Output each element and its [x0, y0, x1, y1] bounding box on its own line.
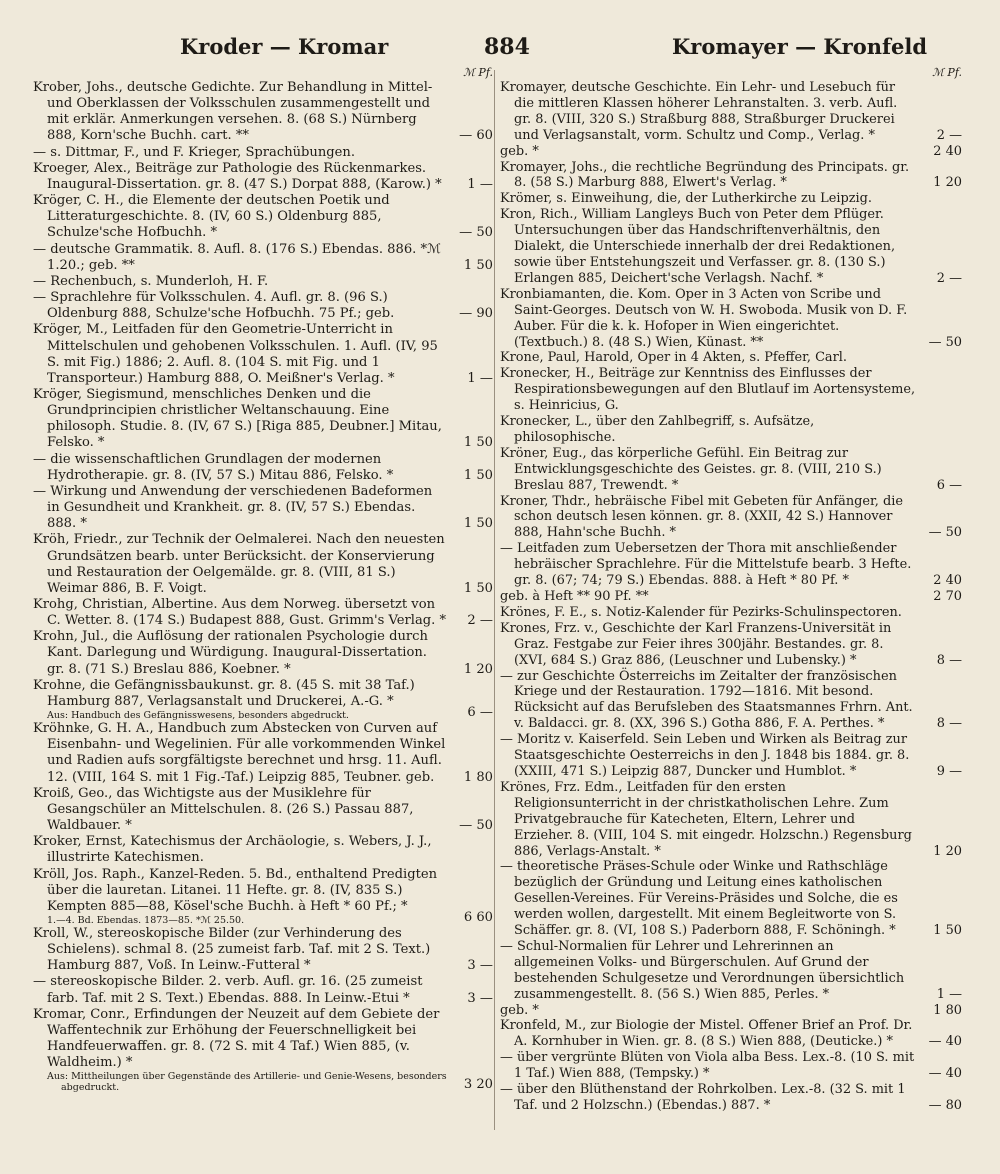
catalog-entry — [500, 366, 962, 414]
entry-text: — zur Geschichte Österreichs im Zeitalter der französischen Kriege und der Restauration. 1792—1816. Mit besond. Rücksicht auf das Berufsleben des Staatsmannes Frhrn. Ant. v. Baldacci. gr. 8. (XX, 396 S.) Gotha 886, F. A. Perthes. * — [500, 668, 913, 732]
entry-price: 2 40 — [933, 143, 962, 159]
entry-note: Aus: Handbuch des Gefängnisswesens, besonders abgedruckt. — [47, 710, 349, 722]
catalog-entry — [500, 1082, 962, 1114]
catalog-entry — [500, 541, 962, 589]
catalog-entry — [33, 193, 493, 241]
catalog-entry — [500, 621, 962, 669]
entry-price: 3 20 — [463, 1077, 493, 1093]
entry-text: Kröger, M., Leitfaden für den Geometrie-Unterricht in Mittelschulen und gehobenen Volksschulen. 1. Aufl. (IV, 95 S. mit Fig.) 1886; 2. Aufl. 8. (104 S. mit Fig. und 1 Transporteur.) Hamburg 888, O. Meißner's Verlag. * — [33, 322, 438, 386]
catalog-entry — [33, 786, 493, 834]
entry-text: Krohg, Christian, Albertine. Aus dem Norweg. übersetzt von C. Wetter. 8. (174 S.) Budapest 888, Gust. Grimm's Verlag. * — [33, 597, 447, 629]
catalog-entry — [500, 287, 962, 351]
entry-text: Kromayer, deutsche Geschichte. Ein Lehr- und Lesebuch für die mittleren Klassen höherer Lehranstalten. 3. verb. Aufl. gr. 8. (VIII, 320 S.) Straßburg 888, Straßburger Druckerei und Verlagsanstalt, vorm. Schultz und Comp., Verlag. * — [500, 80, 898, 143]
entry-price: — 50 — [928, 334, 962, 350]
catalog-entry — [500, 207, 962, 287]
entry-text: — Leitfaden zum Uebersetzen der Thora mit anschließender hebräischer Sprachlehre. Für die Mittelstufe bearb. 3 Hefte. gr. 8. (67; 74; 79 S.) Ebendas. 888. à Heft * 80 Pf. * — [500, 541, 912, 589]
entry-price: — 50 — [459, 818, 493, 834]
entry-price: 8 — — [936, 716, 962, 732]
entry-note: Aus: Mittheilungen über Gegenstände des Artillerie- und Genie-Wesens, besonders abgedruckt. — [47, 1071, 447, 1094]
entry-price: 1 50 — [933, 923, 962, 939]
entry-text: Kronfeld, M., zur Biologie der Mistel. Offener Brief an Prof. Dr. A. Kornhuber in Wien. gr. 8. (8 S.) Wien 888, (Deuticke.) * — [500, 1018, 913, 1050]
catalog-entry — [33, 274, 493, 290]
entry-price: 2 70 — [933, 589, 962, 604]
catalog-entry — [500, 80, 962, 144]
entry-text: Kröh, Friedr., zur Technik der Oelmalerei. Nach den neuesten Grundsätzen bearb. unter Berücksicht. der Konservierung und Restauration der Oelgemälde. gr. 8. (VIII, 81 S.) Weimar 886, B. F. Voigt. — [33, 532, 445, 596]
entry-text: Kromar, Conr., Erfindungen der Neuzeit auf dem Gebiete der Waffentechnik zur Erhöhung der Feuerschnelligkeit bei Handfeuerwaffen. gr. 8. (72 S. mit 4 Taf.) Wien 885, (v. Waldheim.) * — [33, 1006, 440, 1071]
catalog-entry — [33, 721, 493, 786]
catalog-entry — [33, 242, 493, 274]
entry-text: Krone, Paul, Harold, Oper in 4 Akten, s. Pfeffer, Carl. — [500, 350, 847, 366]
entry-price: — 60 — [459, 128, 493, 144]
entry-text: Kroner, Thdr., hebräische Fibel mit Gebeten für Anfänger, die schon deutsch lesen können. gr. 8. (XXII, 42 S.) Hannover 888, Hahn'sche Buchh. * — [500, 493, 903, 541]
entry-price: 1 50 — [463, 516, 493, 532]
catalog-entry — [33, 145, 493, 161]
entry-price: 1 20 — [933, 175, 962, 191]
catalog-entry — [500, 494, 962, 542]
catalog-entry — [500, 732, 962, 780]
entry-price: — 40 — [928, 1066, 962, 1082]
price-column-header: ℳ Pf. — [932, 66, 962, 79]
entry-text: geb. * — [500, 143, 539, 159]
catalog-entry — [33, 532, 493, 597]
catalog-entry — [33, 161, 493, 193]
catalog-entry — [33, 452, 493, 484]
entry-price: 1 50 — [463, 257, 493, 273]
catalog-entry — [33, 926, 493, 974]
entry-price: — 80 — [928, 1098, 962, 1113]
entry-price: 1 20 — [933, 843, 962, 859]
entry-note: 1.—4. Bd. Ebendas. 1873—85. *ℳ 25.50. — [47, 914, 245, 926]
catalog-entry — [33, 387, 493, 452]
entry-text: Kröll, Jos. Raph., Kanzel-Reden. 5. Bd., enthaltend Predigten über die lauretan. Litanei. 11 Hefte. gr. 8. (IV, 835 S.) Kempten 885—88, Kösel'sche Buchh. à Heft * 60 Pf.; * — [33, 866, 438, 914]
column-divider — [494, 70, 495, 1130]
catalog-entry — [500, 1003, 962, 1019]
left-column — [33, 66, 493, 1093]
entry-text: Kroiß, Geo., das Wichtigste aus der Musiklehre für Gesangschüler an Mittelschulen. 8. (26 S.) Passau 887, Waldbauer. * — [33, 785, 414, 834]
right-running-title: Kromayer — Kronfeld — [672, 34, 928, 59]
entry-text: Kroeger, Alex., Beiträge zur Pathologie des Rückenmarkes. Inaugural-Dissertation. gr. 8. (47 S.) Dorpat 888, (Karow.) * — [33, 160, 442, 192]
entry-price: 2 — — [467, 613, 493, 629]
entry-text: — Rechenbuch, s. Munderloh, H. F. — [33, 273, 269, 289]
entry-price: — 40 — [928, 1034, 962, 1050]
entry-text: Kronecker, L., über den Zahlbegriff, s. Aufsätze, philosophische. — [500, 414, 815, 445]
entry-text: — deutsche Grammatik. 8. Aufl. 8. (176 S.) Ebendas. 886. *ℳ 1.20.; geb. ** — [33, 241, 442, 273]
entry-text: — über den Blüthenstand der Rohrkolben. Lex.-8. (32 S. mit 1 Taf. und 2 Holzschn.) (Ebendas.) 887. * — [500, 1082, 906, 1113]
entry-price: — 50 — [459, 225, 493, 241]
entry-text: — s. Dittmar, F., und F. Krieger, Sprachübungen. — [33, 144, 356, 160]
catalog-entry — [500, 191, 962, 207]
entry-price: 1 50 — [463, 467, 493, 483]
entry-text: Kroll, W., stereoskopische Bilder (zur Verhinderung des Schielens). schmal 8. (25 zumeist farb. Taf. mit 2 S. Text.) Hamburg 887, Voß. In Leinw.-Futteral * — [33, 925, 431, 974]
entry-price: 1 80 — [933, 1002, 962, 1018]
entry-text: Krohn, Jul., die Auflösung der rationalen Psychologie durch Kant. Darlegung und Würdigung. Inaugural-Dissertation. gr. 8. (71 S.) Breslau 886, Koebner. * — [33, 629, 428, 677]
entry-text: Kröger, C. H., die Elemente der deutschen Poetik und Litteraturgeschichte. 8. (IV, 60 S.) Oldenburg 885, Schulze'sche Hofbuchh. * — [33, 193, 390, 241]
entry-text: Kroker, Ernst, Katechismus der Archäologie, s. Webers, J. J., illustrirte Katechismen. — [33, 834, 432, 866]
entry-text: — stereoskopische Bilder. 2. verb. Aufl. gr. 16. (25 zumeist farb. Taf. mit 2 S. Text.) Ebendas. 888. In Leinw.-Etui * — [33, 974, 423, 1006]
entry-text: Krönes, Frz. Edm., Leitfaden für den ersten Religionsunterricht in der christkatholischen Lehre. Zum Privatgebrauche für Katecheten, Eltern, Lehrer und Erzieher. 8. (VIII, 104 S. mit eingedr. Holzschn.) Regensburg 886, Verlags-Anstalt. * — [500, 779, 912, 859]
entry-price: 2 — — [936, 270, 962, 286]
catalog-entry — [500, 780, 962, 860]
catalog-entry — [500, 605, 962, 621]
entry-text: — Moritz v. Kaiserfeld. Sein Leben und Wirken als Beitrag zur Staatsgeschichte Oesterreichs in den J. 1848 bis 1884. gr. 8. (XXIII, 471 S.) Leipzig 887, Duncker und Humblot. * — [500, 732, 910, 779]
catalog-entry — [33, 974, 493, 1006]
entry-text: Kronecker, H., Beiträge zur Kenntniss des Einflusses der Respirationsbewegungen auf den Blutlauf im Aortensysteme, s. Heinricius, G. — [500, 366, 916, 414]
entry-text: — über vergrünte Blüten von Viola alba Bess. Lex.-8. (10 S. mit 1 Taf.) Wien 888, (Tempsky.) * — [500, 1050, 915, 1082]
catalog-entry — [33, 629, 493, 677]
catalog-entry — [500, 1050, 962, 1082]
catalog-entry — [33, 867, 493, 926]
entry-price: 1 — — [936, 986, 962, 1002]
entry-text: Krones, Frz. v., Geschichte der Karl Franzens-Universität in Graz. Festgabe zur Feier ihres 300jähr. Bestandes. gr. 8. (XVI, 684 S.) Graz 886, (Leuschner und Lubensky.) * — [500, 620, 892, 668]
entry-price: — 90 — [459, 306, 493, 322]
entry-price: 6 60 — [463, 909, 493, 925]
entry-price: 1 50 — [463, 435, 493, 451]
entry-text: Krohne, die Gefängnissbaukunst. gr. 8. (45 S. mit 38 Taf.) Hamburg 887, Verlagsanstalt und Druckerei, A.-G. * — [33, 677, 415, 709]
entry-text: Kröger, Siegismund, menschliches Denken und die Grundprincipien christlicher Weltanschauung. Eine philosoph. Studie. 8. (IV, 67 S.) [Riga 885, Deubner.] Mitau, Felsko. * — [33, 386, 442, 451]
entry-text: Kron, Rich., William Langleys Buch von Peter dem Pflüger. Untersuchungen über das Handschriftenverhältnis, den Dialekt, die Unterschiede innerhalb der drei Redaktionen, sowie über Entstehungszeit und Verfasser. gr. 8. (130 S.) Erlangen 885, Deichert'sche Verlagsh. Nachf. * — [500, 207, 896, 286]
catalog-entry — [500, 414, 962, 446]
entry-price: 2 40 — [933, 573, 962, 589]
catalog-entry — [33, 484, 493, 532]
entry-price: 1 50 — [463, 580, 493, 596]
entry-price: 6 — — [936, 477, 962, 493]
catalog-entry — [33, 290, 493, 322]
catalog-entry — [33, 1007, 493, 1094]
entry-price: 1 20 — [463, 661, 493, 677]
catalog-entry — [500, 350, 962, 366]
entry-text: Kromayer, Johs., die rechtliche Begründung des Principats. gr. 8. (58 S.) Marburg 888, Elwert's Verlag. * — [500, 159, 910, 191]
catalog-entry — [500, 939, 962, 1003]
catalog-entry — [500, 144, 962, 160]
entry-price: 3 — — [467, 958, 493, 974]
left-running-title: Kroder — Kromar — [180, 34, 389, 59]
catalog-entry — [33, 597, 493, 629]
entry-price: 6 — — [467, 704, 493, 720]
entry-price: 1 — — [467, 370, 493, 386]
entry-text: — Wirkung und Anwendung der verschiedenen Badeformen in Gesundheit und Krankheit. gr. 8. (IV, 57 S.) Ebendas. 888. * — [33, 483, 433, 532]
entry-text: Kronbiamanten, die. Kom. Oper in 3 Acten von Scribe und Saint-Georges. Deutsch von W. H. Swoboda. Musik von D. F. Auber. Für die k. k. Hofoper in Wien eingerichtet. (Textbuch.) 8. (48 S.) Wien, Künast. ** — [500, 286, 908, 350]
price-column-header: ℳ Pf. — [463, 66, 493, 79]
entry-text: — theoretische Präses-Schule oder Winke und Rathschläge bezüglich der Gründung und Leitung eines katholischen Gesellen-Vereines. Für Vereins-Präsides und Solche, die es werden wollen, dargestellt. Mit einem Begleitworte von S. Schäffer. gr. 8. (VI, 108 S.) Paderborn 888, F. Schöningh. * — [500, 859, 898, 939]
catalog-entry — [500, 160, 962, 192]
entry-text: — die wissenschaftlichen Grundlagen der modernen Hydrotherapie. gr. 8. (IV, 57 S.) Mitau 886, Felsko. * — [33, 451, 394, 483]
entry-price: 3 — — [467, 990, 493, 1006]
entry-price: 2 — — [936, 127, 962, 143]
catalog-entry — [33, 80, 493, 145]
entry-price: 8 — — [936, 652, 962, 668]
catalog-entry — [500, 446, 962, 494]
entry-text: Krömer, s. Einweihung, die, der Lutherkirche zu Leipzig. — [500, 191, 872, 207]
catalog-entry — [33, 322, 493, 387]
entry-price: 9 — — [936, 763, 962, 779]
catalog-entry — [33, 834, 493, 866]
right-column — [500, 66, 962, 1114]
catalog-entry — [500, 859, 962, 939]
page-number: 884 — [484, 34, 530, 60]
entry-text: Krober, Johs., deutsche Gedichte. Zur Behandlung in Mittel- und Oberklassen der Volksschulen zusammengestellt und mit erklär. Anmerkungen versehen. 8. (68 S.) Nürnberg 888, Korn'sche Buchh. cart. ** — [33, 80, 433, 144]
entry-price: — 50 — [928, 525, 962, 541]
catalog-entry — [33, 678, 493, 721]
catalog-entry — [500, 669, 962, 733]
catalog-entry — [500, 589, 962, 605]
entry-text: geb. à Heft ** 90 Pf. ** — [500, 589, 649, 604]
entry-text: geb. * — [500, 1002, 539, 1018]
catalog-entry — [500, 1018, 962, 1050]
entry-text: — Schul-Normalien für Lehrer und Lehrerinnen an allgemeinen Volks- und Bürgerschulen. Auf Grund der bestehenden Schulgesetze und Verordnungen übersichtlich zusammengestellt. 8. (56 S.) Wien 885, Perles. * — [500, 938, 905, 1002]
entry-text: Krönes, F. E., s. Notiz-Kalender für Pezirks-Schulinspectoren. — [500, 604, 902, 620]
entry-price: 1 80 — [463, 769, 493, 785]
page-header — [30, 34, 970, 70]
entry-text: — Sprachlehre für Volksschulen. 4. Aufl. gr. 8. (96 S.) Oldenburg 888, Schulze'sche Hofbuchh. 75 Pf.; geb. — [33, 290, 395, 322]
entry-text: Kröhnke, G. H. A., Handbuch zum Abstecken von Curven auf Eisenbahn- und Wegelinien. Für alle vorkommenden Winkel und Radien aufs sorgfältigste berechnet und hrsg. 11. Aufl. 12. (VIII, 164 S. mit 1 Fig.-Taf.) Leipzig 885, Teubner. geb. — [33, 721, 446, 785]
entry-text: Kröner, Eug., das körperliche Gefühl. Ein Beitrag zur Entwicklungsgeschichte des Geistes. gr. 8. (VIII, 210 S.) Breslau 887, Trewendt. * — [500, 445, 882, 493]
entry-price: 1 — — [467, 176, 493, 192]
